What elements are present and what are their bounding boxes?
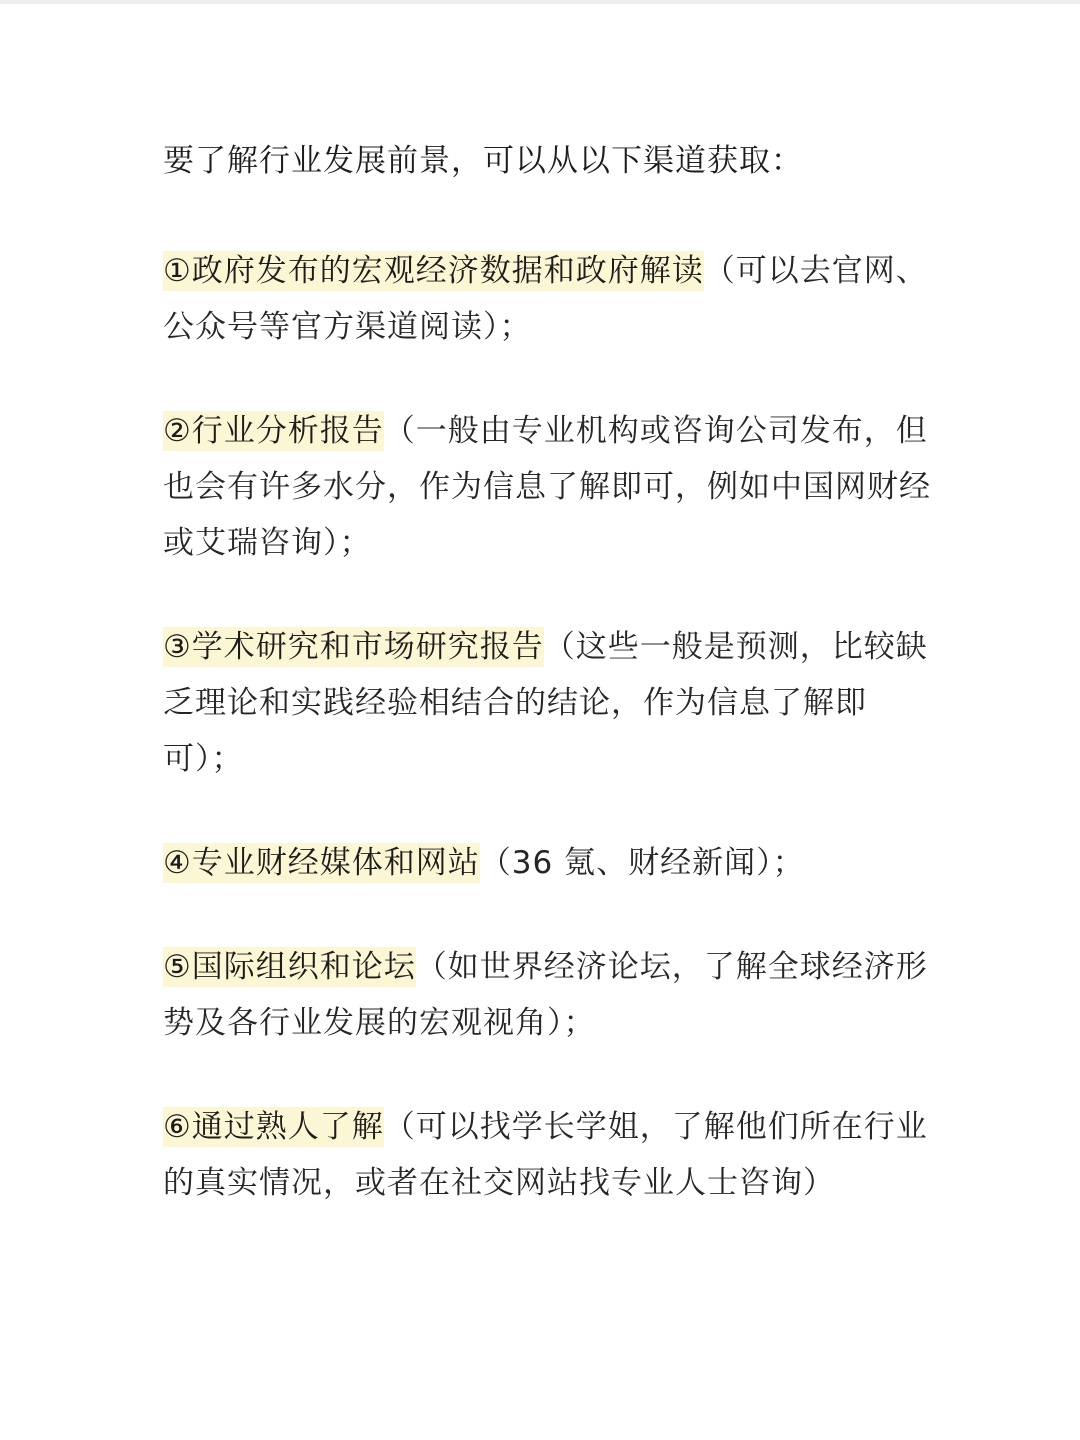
list-item-4 [163,835,943,891]
item-2-highlight: ②行业分析报告 [163,413,384,449]
item-4-highlight: ④专业财经媒体和网站 [163,845,480,881]
list-item-5 [163,939,943,1051]
document-body [163,133,943,1259]
list-item-3 [163,619,943,787]
list-item-1 [163,243,943,355]
top-edge-divider [0,0,1080,4]
item-1-highlight: ①政府发布的宏观经济数据和政府解读 [163,253,704,289]
list-item-6 [163,1099,943,1211]
item-3-detail: （这些一般是预测，比较缺乏理论和实践经验相结合的结论，作为信息了解即可）； [163,629,928,777]
item-2-detail: （一般由专业机构或咨询公司发布，但也会有许多水分，作为信息了解即可，例如中国网财经或艾瑞咨询）； [163,413,931,561]
item-5-highlight: ⑤国际组织和论坛 [163,949,416,985]
item-5-detail: （如世界经济论坛，了解全球经济形势及各行业发展的宏观视角）； [163,949,928,1041]
list-item-2 [163,403,943,571]
item-3-highlight: ③学术研究和市场研究报告 [163,629,544,665]
item-1-detail: （可以去官网、公众号等官方渠道阅读）； [163,253,928,345]
item-6-highlight: ⑥通过熟人了解 [163,1109,384,1145]
item-4-detail: （36 氪、财经新闻）； [479,845,805,881]
item-6-detail: （可以找学长学姐，了解他们所在行业的真实情况，或者在社交网站找专业人士咨询） [163,1109,928,1201]
intro-paragraph: 要了解行业发展前景，可以从以下渠道获取： [163,143,803,179]
